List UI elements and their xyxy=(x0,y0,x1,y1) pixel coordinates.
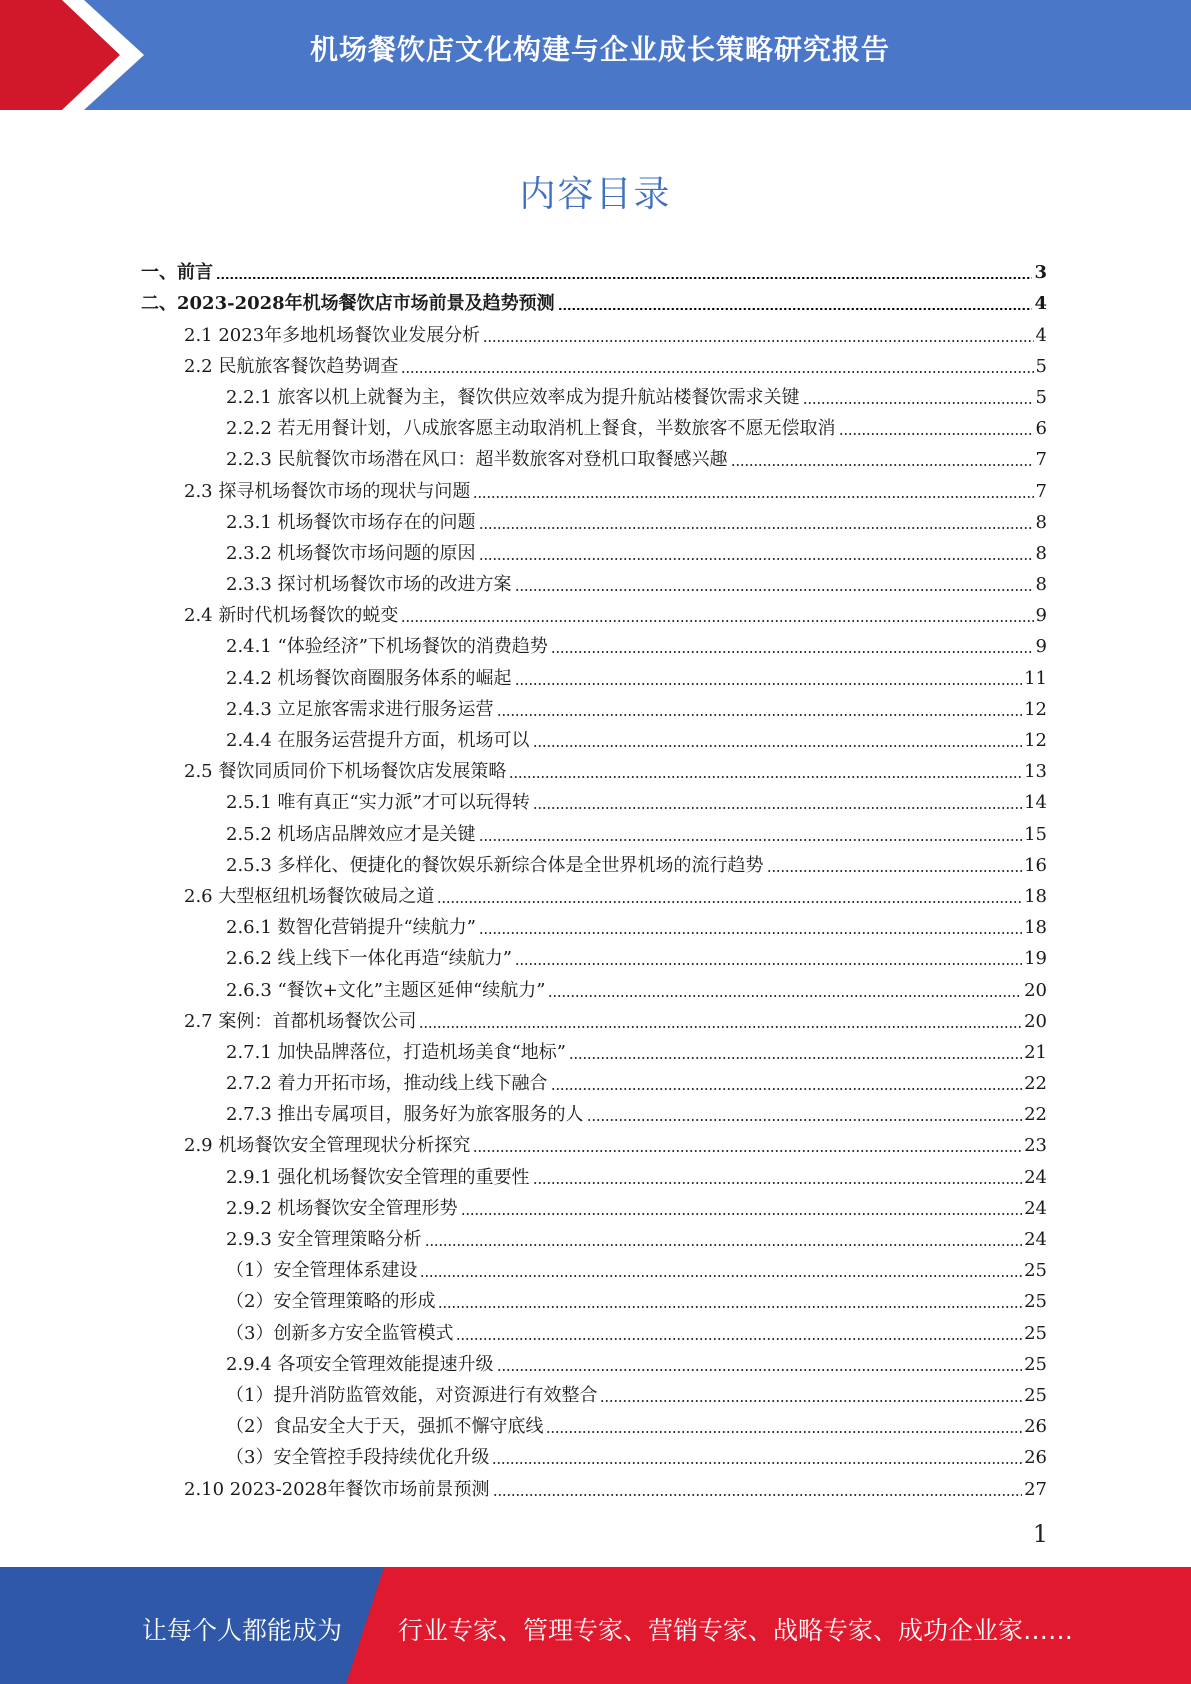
toc-entry-page: 11 xyxy=(1024,667,1047,689)
toc-entry[interactable] xyxy=(0,565,1047,596)
toc-entry-page: 6 xyxy=(1035,418,1047,440)
toc-entry[interactable] xyxy=(0,503,1047,534)
toc-entry-label: 2.7 案例：首都机场餐饮公司 xyxy=(184,1010,417,1032)
toc-entry[interactable] xyxy=(0,877,1047,908)
toc-dot-leader xyxy=(558,308,1033,310)
toc-entry[interactable] xyxy=(0,1002,1047,1033)
toc-heading: 内容目录 xyxy=(519,174,672,215)
toc-entry-label: （1）安全管理体系建设 xyxy=(226,1260,418,1282)
toc-dot-leader xyxy=(551,651,1034,653)
toc-dot-leader xyxy=(533,745,1023,747)
toc-entry[interactable] xyxy=(0,1282,1047,1313)
toc-entry-page: 7 xyxy=(1035,480,1047,502)
toc-entry[interactable] xyxy=(0,1345,1047,1376)
toc-entry-page: 23 xyxy=(1024,1135,1047,1157)
toc-entry-label: （1）提升消防监管效能，对资源进行有效整合 xyxy=(226,1384,598,1406)
toc-entry-label: （2）安全管理策略的形成 xyxy=(226,1291,436,1313)
toc-dot-leader xyxy=(515,589,1034,591)
toc-entry-label: 2.6 大型枢纽机场餐饮破局之道 xyxy=(184,885,435,907)
toc-dot-leader xyxy=(551,1088,1023,1090)
toc-dot-leader xyxy=(803,402,1034,404)
toc-entry[interactable] xyxy=(0,1033,1047,1064)
toc-dot-leader xyxy=(515,683,1023,685)
toc-entry-label: 一、前言 xyxy=(141,262,213,284)
toc-entry[interactable] xyxy=(0,284,1047,315)
toc-dot-leader xyxy=(493,1494,1023,1496)
toc-dot-leader xyxy=(731,464,1034,466)
toc-entry-label: 2.5 餐饮同质同价下机场餐饮店发展策略 xyxy=(184,761,507,783)
toc-entry-label: 2.5.1 唯有真正“实力派”才可以玩得转 xyxy=(226,792,530,814)
toc-entry-label: 2.1 2023年多地机场餐饮业发展分析 xyxy=(184,324,481,346)
toc-dot-leader xyxy=(515,963,1022,965)
toc-entry-page: 9 xyxy=(1035,605,1047,627)
toc-entry-page: 19 xyxy=(1024,948,1047,970)
toc-dot-leader xyxy=(479,558,1034,560)
footer-slogan-left: 让每个人都能成为 xyxy=(142,1616,343,1645)
toc-dot-leader xyxy=(533,807,1022,809)
page-footer xyxy=(0,1567,1191,1684)
toc-dot-leader xyxy=(473,1150,1022,1152)
toc-dot-leader xyxy=(839,433,1034,435)
toc-entry[interactable] xyxy=(0,752,1047,783)
toc-entry-page: 4 xyxy=(1034,293,1047,315)
toc-entry-page: 16 xyxy=(1024,854,1047,876)
toc-dot-leader xyxy=(600,1400,1022,1402)
toc-entry-page: 18 xyxy=(1024,917,1047,939)
toc-entry[interactable] xyxy=(0,534,1047,565)
toc-entry[interactable] xyxy=(0,908,1047,939)
toc-entry-page: 26 xyxy=(1024,1416,1047,1438)
toc-dot-leader xyxy=(509,776,1022,778)
toc-dot-leader xyxy=(533,1182,1023,1184)
toc-entry-label: 2.2.2 若无用餐计划，八成旅客愿主动取消机上餐食，半数旅客不愿无偿取消 xyxy=(226,418,836,440)
toc-entry-label: 2.5.2 机场店品牌效应才是关键 xyxy=(226,823,476,845)
toc-entry-page: 25 xyxy=(1024,1384,1047,1406)
table-of-contents xyxy=(0,253,1191,1501)
toc-entry[interactable] xyxy=(0,846,1047,877)
toc-entry-page: 27 xyxy=(1024,1478,1047,1500)
toc-entry-page: 24 xyxy=(1024,1166,1047,1188)
toc-entry[interactable] xyxy=(0,690,1047,721)
toc-entry-page: 26 xyxy=(1024,1447,1047,1469)
toc-entry[interactable] xyxy=(0,970,1047,1001)
toc-entry[interactable] xyxy=(0,1313,1047,1344)
toc-entry[interactable] xyxy=(0,1126,1047,1157)
toc-entry-page: 4 xyxy=(1035,324,1047,346)
toc-entry-page: 25 xyxy=(1024,1291,1047,1313)
toc-entry[interactable] xyxy=(0,596,1047,627)
toc-dot-leader xyxy=(767,870,1023,872)
toc-entry-label: 2.9.3 安全管理策略分析 xyxy=(226,1229,422,1250)
toc-entry[interactable] xyxy=(0,1064,1047,1095)
toc-entry-label: 2.4.2 机场餐饮商圈服务体系的崛起 xyxy=(226,667,512,689)
toc-dot-leader xyxy=(483,340,1033,342)
toc-entry-label: 2.4 新时代机场餐饮的蜕变 xyxy=(184,605,399,627)
toc-entry[interactable] xyxy=(0,1376,1047,1407)
toc-dot-leader xyxy=(438,1306,1022,1308)
toc-entry-page: 24 xyxy=(1024,1229,1047,1250)
toc-entry-label: （2）食品安全大于天，强抓不懈守底线 xyxy=(226,1416,544,1438)
toc-entry[interactable] xyxy=(0,253,1047,284)
toc-entry-page: 12 xyxy=(1024,730,1047,751)
toc-entry-page: 24 xyxy=(1024,1197,1047,1219)
toc-entry[interactable] xyxy=(0,409,1047,440)
toc-entry-label: 2.4.3 立足旅客需求进行服务运营 xyxy=(226,698,494,720)
toc-entry-label: 2.6.1 数智化营销提升“续航力” xyxy=(226,917,476,939)
toc-entry-label: 2.2 民航旅客餐饮趋势调查 xyxy=(184,355,399,377)
toc-entry-page: 14 xyxy=(1024,792,1047,814)
toc-entry[interactable] xyxy=(0,627,1047,658)
toc-entry[interactable] xyxy=(0,378,1047,409)
toc-entry-page: 25 xyxy=(1024,1260,1047,1282)
toc-entry[interactable] xyxy=(0,939,1047,970)
toc-entry-page: 12 xyxy=(1024,698,1047,720)
toc-entry-label: 2.4.4 在服务运营提升方面，机场可以 xyxy=(226,730,530,751)
toc-entry-label: 2.9.4 各项安全管理效能提速升级 xyxy=(226,1353,494,1375)
toc-entry-page: 22 xyxy=(1024,1073,1047,1095)
toc-entry[interactable] xyxy=(0,1220,1047,1251)
toc-entry-page: 3 xyxy=(1034,262,1047,284)
toc-dot-leader xyxy=(473,496,1033,498)
toc-dot-leader xyxy=(479,527,1034,529)
toc-entry[interactable] xyxy=(0,471,1047,502)
toc-entry-page: 25 xyxy=(1024,1322,1047,1344)
toc-entry[interactable] xyxy=(0,1095,1047,1126)
page-number: 1 xyxy=(1032,1520,1048,1548)
toc-dot-leader xyxy=(569,1057,1022,1059)
toc-entry[interactable] xyxy=(0,1438,1047,1469)
toc-entry-label: 2.6.2 线上线下一体化再造“续航力” xyxy=(226,948,512,970)
toc-entry-page: 8 xyxy=(1035,511,1047,533)
toc-entry-label: （3）安全管控手段持续优化升级 xyxy=(226,1447,490,1469)
toc-dot-leader xyxy=(497,1369,1023,1371)
toc-entry-page: 7 xyxy=(1035,449,1047,471)
toc-entry-page: 5 xyxy=(1035,386,1047,408)
toc-dot-leader xyxy=(497,714,1023,716)
toc-entry[interactable] xyxy=(0,440,1047,471)
toc-dot-leader xyxy=(437,901,1022,903)
toc-dot-leader xyxy=(492,1462,1022,1464)
toc-entry-page: 22 xyxy=(1024,1104,1047,1126)
toc-entry-label: 二、2023-2028年机场餐饮店市场前景及趋势预测 xyxy=(141,293,555,315)
toc-entry[interactable] xyxy=(0,315,1047,346)
footer-slogan-right: 行业专家、管理专家、营销专家、战略专家、成功企业家…… xyxy=(398,1616,1074,1645)
toc-entry[interactable] xyxy=(0,658,1047,689)
toc-entry-page: 20 xyxy=(1024,1010,1047,1032)
toc-entry-page: 15 xyxy=(1024,823,1047,845)
toc-entry-page: 13 xyxy=(1024,761,1047,783)
toc-dot-leader xyxy=(420,1275,1022,1277)
toc-entry-label: （3）创新多方安全监管模式 xyxy=(226,1322,454,1344)
toc-entry-label: 2.2.1 旅客以机上就餐为主，餐饮供应效率成为提升航站楼餐饮需求关键 xyxy=(226,386,800,408)
toc-entry[interactable] xyxy=(0,814,1047,845)
toc-entry[interactable] xyxy=(0,783,1047,814)
toc-entry-page: 8 xyxy=(1035,542,1047,564)
toc-dot-leader xyxy=(419,1026,1022,1028)
toc-entry-label: 2.7.3 推出专属项目，服务好为旅客服务的人 xyxy=(226,1104,584,1126)
toc-dot-leader xyxy=(479,932,1022,934)
toc-entry-page: 20 xyxy=(1024,979,1047,1001)
toc-entry-page: 25 xyxy=(1024,1353,1047,1375)
toc-entry-label: 2.3 探寻机场餐饮市场的现状与问题 xyxy=(184,480,471,502)
report-title: 机场餐饮店文化构建与企业成长策略研究报告 xyxy=(310,33,891,66)
toc-entry-page: 9 xyxy=(1035,636,1047,658)
toc-entry[interactable] xyxy=(0,721,1047,752)
toc-entry[interactable] xyxy=(0,1251,1047,1282)
toc-entry-label: 2.7.2 着力开拓市场，推动线上线下融合 xyxy=(226,1073,548,1095)
toc-dot-leader xyxy=(546,1431,1022,1433)
toc-entry[interactable] xyxy=(0,1157,1047,1188)
toc-entry[interactable] xyxy=(0,1407,1047,1438)
toc-entry-page: 5 xyxy=(1035,355,1047,377)
toc-dot-leader xyxy=(216,277,1032,279)
toc-entry-label: 2.9.2 机场餐饮安全管理形势 xyxy=(226,1197,458,1219)
toc-dot-leader xyxy=(456,1338,1022,1340)
toc-entry-label: 2.9.1 强化机场餐饮安全管理的重要性 xyxy=(226,1166,530,1188)
toc-entry[interactable] xyxy=(0,347,1047,378)
toc-entry-label: 2.5.3 多样化、便捷化的餐饮娱乐新综合体是全世界机场的流行趋势 xyxy=(226,854,764,876)
toc-dot-leader xyxy=(548,995,1022,997)
toc-dot-leader xyxy=(425,1244,1023,1246)
toc-dot-leader xyxy=(461,1213,1023,1215)
page-header xyxy=(0,0,1191,110)
toc-entry-page: 21 xyxy=(1024,1041,1047,1063)
toc-entry-label: 2.7.1 加快品牌落位，打造机场美食“地标” xyxy=(226,1041,566,1063)
toc-entry-label: 2.9 机场餐饮安全管理现状分析探究 xyxy=(184,1135,471,1157)
toc-entry-label: 2.4.1 “体验经济”下机场餐饮的消费趋势 xyxy=(226,636,548,658)
toc-entry-label: 2.3.3 探讨机场餐饮市场的改进方案 xyxy=(226,574,512,596)
toc-entry-label: 2.3.1 机场餐饮市场存在的问题 xyxy=(226,511,476,533)
toc-entry-page: 18 xyxy=(1024,885,1047,907)
toc-entry-label: 2.6.3 “餐饮+文化”主题区延伸“续航力” xyxy=(226,979,546,1001)
toc-dot-leader xyxy=(479,839,1023,841)
toc-entry-label: 2.10 2023-2028年餐饮市场前景预测 xyxy=(184,1478,490,1500)
toc-dot-leader xyxy=(401,620,1033,622)
toc-entry-page: 8 xyxy=(1035,574,1047,596)
toc-entry[interactable] xyxy=(0,1189,1047,1220)
toc-entry[interactable] xyxy=(0,1469,1047,1500)
toc-dot-leader xyxy=(587,1119,1023,1121)
toc-entry-label: 2.2.3 民航餐饮市场潜在风口：超半数旅客对登机口取餐感兴趣 xyxy=(226,449,728,471)
toc-entry-label: 2.3.2 机场餐饮市场问题的原因 xyxy=(226,542,476,564)
toc-dot-leader xyxy=(401,371,1033,373)
